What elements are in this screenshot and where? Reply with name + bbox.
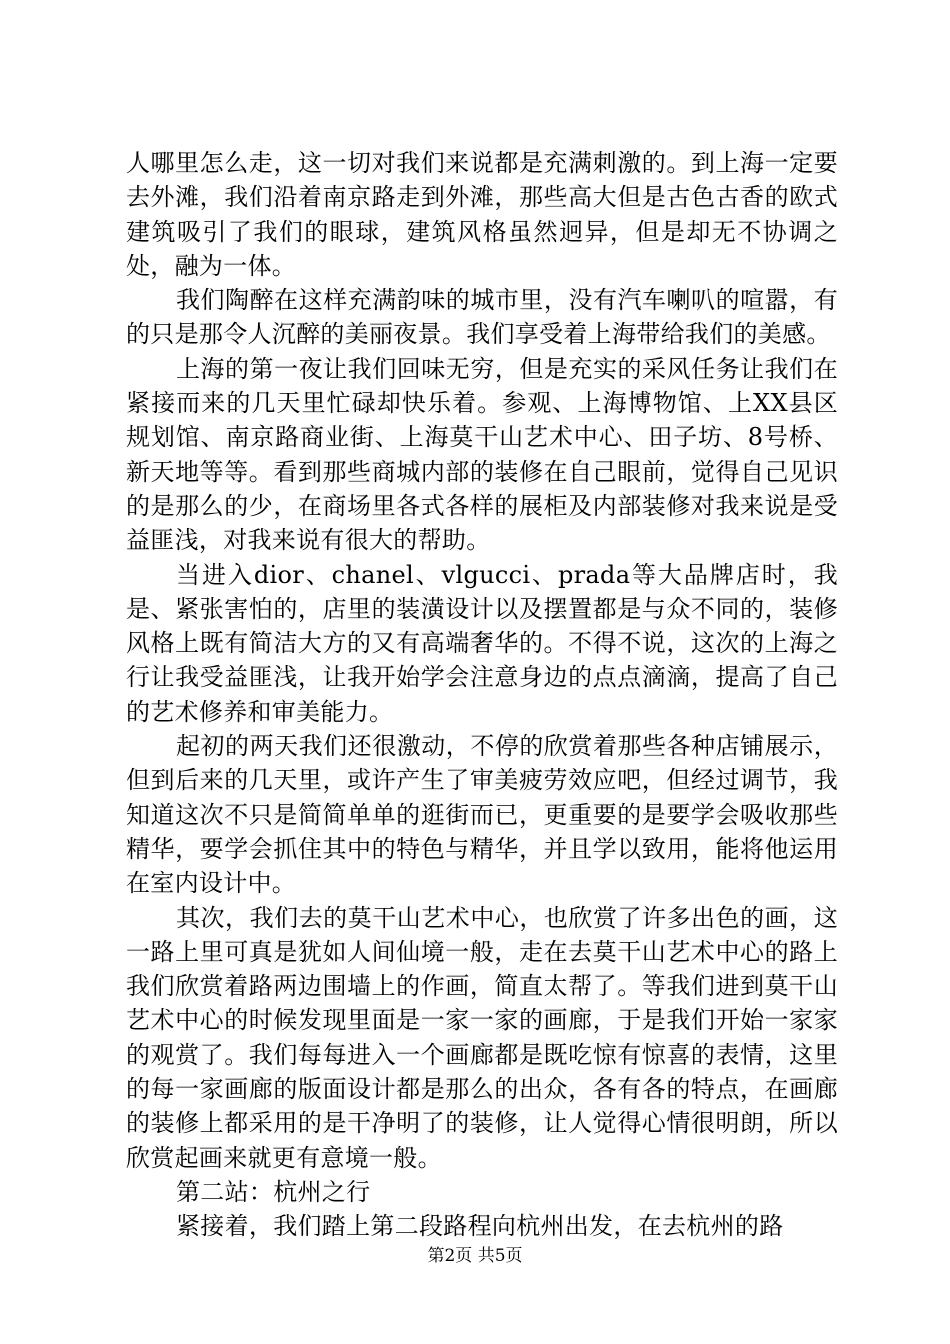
paragraph: 紧接着，我们踏上第二段路程向杭州出发，在去杭州的路 <box>176 1212 784 1241</box>
paragraph: 我们陶醉在这样充满韵味的城市里，没有汽车喇叭的喧嚣，有的只是那令人沉醉的美丽夜景。我们享受着上海带给我们的美感。 <box>126 286 838 349</box>
paragraph: 起初的两天我们还很激动，不停的欣赏着那些各种店铺展示，但到后来的几天里，或许产生了审美疲劳效应吧，但经过调节，我知道这次不只是简简单单的逛街而已，更重要的是要学会吸收那些精华，要学会抓住其中的特色与精华，并且学以致用，能将他运用在室内设计中。 <box>126 732 838 898</box>
paragraph: 上海的第一夜让我们回味无穷，但是充实的采风任务让我们在紧接而来的几天里忙碌却快乐着。参观、上海博物馆、上XX县区规划馆、南京路商业街、上海莫干山艺术中心、田子坊、8号桥、新天地等等。看到那些商城内部的装修在自己眼前，觉得自己见识的是那么的少，在商场里各式各样的展柜及内部装修对我来说是受益匪浅，对我来说有很大的帮助。 <box>126 354 838 555</box>
paragraph: 当进入dior、chanel、vlgucci、prada等大品牌店时，我是、紧张害怕的，店里的装潢设计以及摆置都是与众不同的，装修风格上既有简洁大方的又有高端奢华的。不得不说，这次的上海之行让我受益匪浅，让我开始学会注意身边的点点滴滴，提高了自己的艺术修养和审美能力。 <box>126 560 838 726</box>
paragraph: 其次，我们去的莫干山艺术中心，也欣赏了许多出色的画，这一路上里可真是犹如人间仙境一般，走在去莫干山艺术中心的路上我们欣赏着路两边围墙上的作画，简直太帮了。等我们进到莫干山艺术中心的时候发现里面是一家一家的画廊，于是我们开始一家家的观赏了。我们每每进入一个画廊都是既吃惊有惊喜的表情，这里的每一家画廊的版面设计都是那么的出众，各有各的特点，在画廊的装修上都采用的是干净明了的装修，让人觉得心情很明朗，所以欣赏起画来就更有意境一般。 <box>126 903 838 1172</box>
page-number-footer: 第2页 共5页 <box>427 1246 523 1266</box>
section-heading: 第二站：杭州之行 <box>176 1177 371 1206</box>
paragraph-continuation: 人哪里怎么走，这一切对我们来说都是充满刺激的。到上海一定要去外滩，我们沿着南京路走到外滩，那些高大但是古色古香的欧式建筑吸引了我们的眼球，建筑风格虽然迥异，但是却无不协调之处，融为一体。 <box>126 149 838 280</box>
document-body <box>126 146 838 1244</box>
